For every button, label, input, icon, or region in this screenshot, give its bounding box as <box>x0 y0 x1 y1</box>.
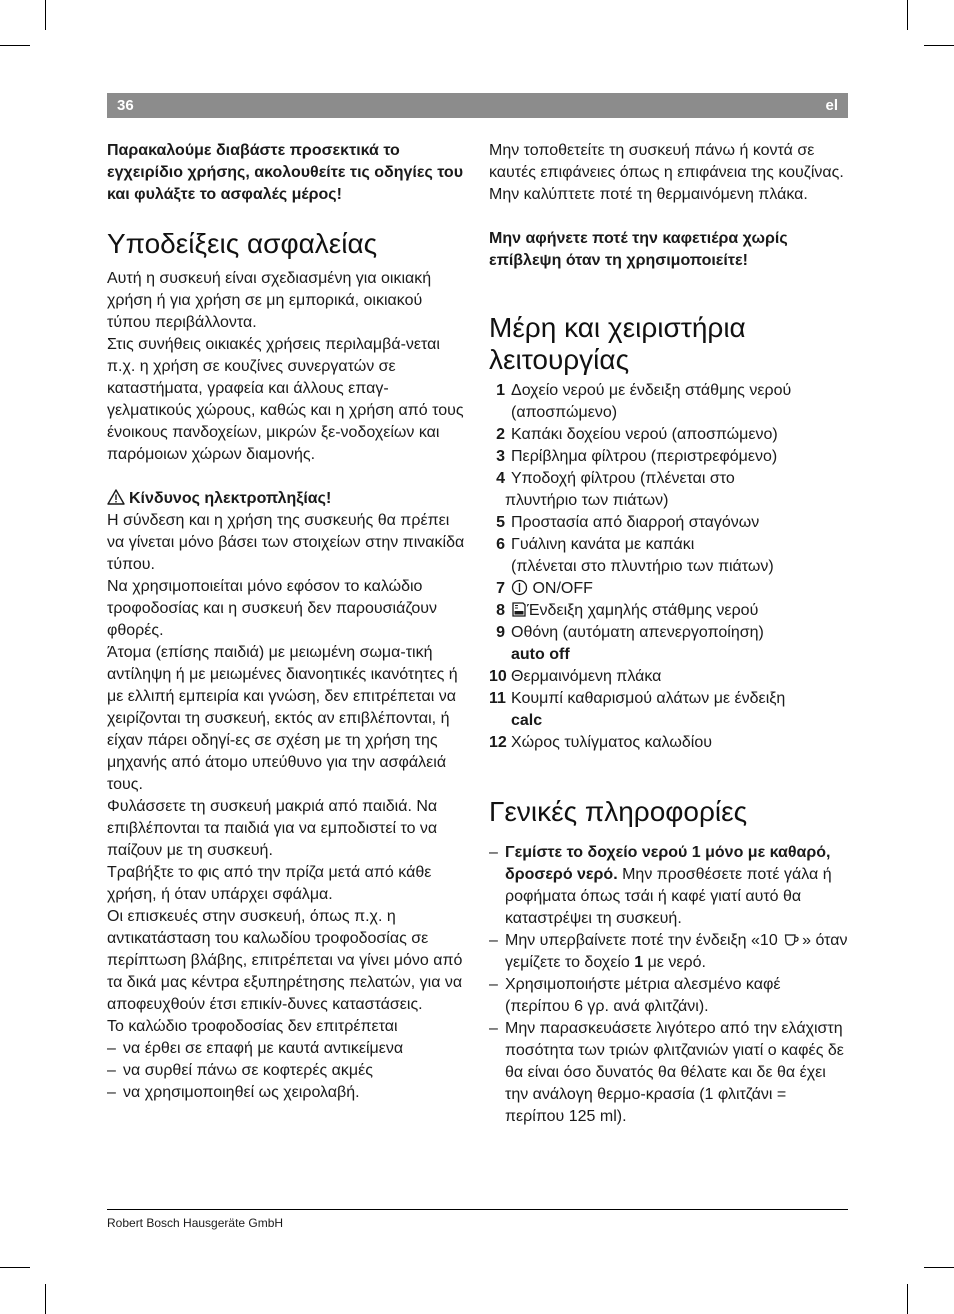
list-item: – Μην υπερβαίνετε ποτέ την ένδειξη «10 » όταν γεμίζετε το δοχείο 1 με νερό. <box>489 932 848 971</box>
crop-mark <box>0 45 30 46</box>
parts-list-item: 4 Υποδοχή φίλτρου (πλένεται στο πλυντήριο των πιάτων) <box>496 470 735 509</box>
list-item: – Μην παρασκευάσετε λιγότερο από την ελάχιστη ποσότητα των τριών φλιτζανιών γιατί ο καφές δε θα είναι όσο δυνατός θα θέλατε και δε θα έχει την ανάλογη θερμο-κρασία (1 φλιτζάνι = περίπου 125 ml). <box>489 1020 844 1125</box>
parts-list-item: 9 Οθόνη (αυτόματη απενεργοποίηση) auto off <box>496 624 764 663</box>
parts-list-item: 2 Καπάκι δοχείου νερού (αποσπώμενο) <box>496 426 778 443</box>
warning-paragraph: Η σύνδεση και η χρήση της συσκευής θα πρέπει να γίνεται μόνο βάσει των στοιχείων στην πινακίδα τύπου. <box>107 512 465 573</box>
page-header-bar <box>107 93 848 118</box>
list-item: – Γεμίστε το δοχείο νερού 1 μόνο με καθαρό, δροσερό νερό. Μην προσθέσετε ποτέ γάλα ή ροφήματα όπως τσάι ή καφέ γιατί αυτό θα καταστρέψει τη συσκευή. <box>489 844 832 927</box>
language-code: el <box>825 97 838 114</box>
crop-mark <box>45 1284 46 1314</box>
parts-list-item: 1 Δοχείο νερού με ένδειξη στάθμης νερού (αποσπώμενο) <box>496 382 792 421</box>
parts-list-item: 12 Χώρος τυλίγματος καλωδίου <box>489 734 712 751</box>
parts-list-item: 11 Κουμπί καθαρισμού αλάτων με ένδειξη calc <box>489 690 786 729</box>
list-item: – να συρθεί πάνω σε κοφτερές ακμές <box>107 1062 373 1079</box>
parts-list-item: 10 Θερμαινόμενη πλάκα <box>489 668 662 685</box>
safety-paragraph: Στις συνήθεις οικιακές χρήσεις περιλαμβά-νεται π.χ. η χρήση σε κουζίνες συνεργατών σε καταστήματα, γραφεία και άλλους επαγ-γελματικούς χώρους, καθώς και η χρήση από τους ένοικους πανδοχείων, μικρών ξε-νοδοχείων και παρόμοιων χώρων διαμονής. <box>107 336 464 463</box>
left-column <box>107 140 467 1104</box>
water-tank-icon <box>511 601 527 618</box>
safety-heading: Υποδείξεις ασφαλείας <box>107 228 378 259</box>
parts-list-item: 8 Ένδειξη χαμηλής στάθμης νερού <box>496 602 759 619</box>
general-heading: Γενικές πληροφορίες <box>489 796 748 827</box>
warning-paragraph: Φυλάσσετε τη συσκευή μακριά από παιδιά. Να επιβλέπονται τα παιδιά για να εμποδιστεί το να παίζουν με τη συσκευή. <box>107 798 438 859</box>
crop-mark <box>907 0 908 30</box>
crop-mark <box>924 1267 954 1268</box>
warning-title <box>107 488 467 510</box>
power-icon <box>511 579 528 596</box>
crop-mark <box>907 1284 908 1314</box>
warning-paragraph: Τραβήξτε το φις από την πρίζα μετά από κάθε χρήση, ή όταν υπάρχει σφάλμα. <box>107 864 432 903</box>
right-column <box>489 140 849 1128</box>
cup-icon <box>784 933 800 947</box>
placement-paragraph: Μην καλύπτετε ποτέ τη θερμαινόμενη πλάκα. <box>489 186 808 203</box>
parts-list-item: 5 Προστασία από διαρροή σταγόνων <box>496 514 760 531</box>
page-number: 36 <box>117 97 134 114</box>
cable-intro: Το καλώδιο τροφοδοσίας δεν επιτρέπεται <box>107 1018 398 1035</box>
parts-list-item: 7 ON/OFF <box>496 580 593 597</box>
crop-mark <box>924 45 954 46</box>
warning-title-text: Κίνδυνος ηλεκτροπληξίας! <box>129 490 332 507</box>
footer-divider <box>107 1209 848 1210</box>
list-item: – Χρησιμοποιήστε μέτρια αλεσμένο καφέ (περίπου 6 γρ. ανά φλιτζάνι). <box>489 976 781 1015</box>
parts-heading: Μέρη και χειριστήρια λειτουργίας <box>489 312 746 375</box>
warning-paragraph: Οι επισκευές στην συσκευή, όπως π.χ. η αντικατάσταση του καλωδίου τροφοδοσίας σε περίπτωση βλάβης, επιτρέπεται να γίνει μόνο από τα δικά μας κέντρα εξυπηρέτησης πελατών, για να αποφευχθούν έτσι επικίν-δυνες καταστάσεις. <box>107 908 463 1013</box>
crop-mark <box>45 0 46 30</box>
parts-list-item: 3 Περίβλημα φίλτρου (περιστρεφόμενο) <box>496 448 778 465</box>
safety-paragraph: Αυτή η συσκευή είναι σχεδιασμένη για οικιακή χρήση ή για χρήση σε μη εμπορικά, οικιακού τύπου περιβάλλοντα. <box>107 270 432 331</box>
list-item: – να χρησιμοποιηθεί ως χειρολαβή. <box>107 1084 360 1101</box>
footer-company: Robert Bosch Hausgeräte GmbH <box>107 1216 284 1230</box>
warning-triangle-icon <box>107 489 125 505</box>
warning-paragraph: Άτομα (επίσης παιδιά) με μειωμένη σωμα-τική αντίληψη ή με μειωμένες διανοητικές ικανότητες ή με ελλιπή εμπειρία και γνώση, δεν επιτρέπεται να χειρίζονται τη συσκευή, εκτός αν επιβλέπονται, ή είχαν πάρει οδηγί-ες σε σχέση με τη χρήση της μηχανής από άτομο υπεύθυνο για την ασφάλειά τους. <box>107 644 458 793</box>
intro-text: Παρακαλούμε διαβάστε προσεκτικά το εγχειρίδιο χρήσης, ακολουθείτε τις οδηγίες του και φυλάξτε το ασφαλές μέρος! <box>107 142 464 203</box>
crop-mark <box>0 1267 30 1268</box>
list-item: – να έρθει σε επαφή με καυτά αντικείμενα <box>107 1040 404 1057</box>
parts-list-item: 6 Γυάλινη κανάτα με καπάκι (πλένεται στο πλυντήριο των πιάτων) <box>496 536 774 575</box>
warning-paragraph: Να χρησιμοποιείται μόνο εφόσον το καλώδιο τροφοδοσίας και η συσκευή δεν παρουσιάζουν φθορές. <box>107 578 437 639</box>
supervision-warning: Μην αφήνετε ποτέ την καφετιέρα χωρίς επίβλεψη όταν τη χρησιμοποιείτε! <box>489 230 788 269</box>
placement-paragraph: Μην τοποθετείτε τη συσκευή πάνω ή κοντά σε καυτές επιφάνειες όπως η επιφάνεια της κουζίνας. <box>489 142 844 181</box>
